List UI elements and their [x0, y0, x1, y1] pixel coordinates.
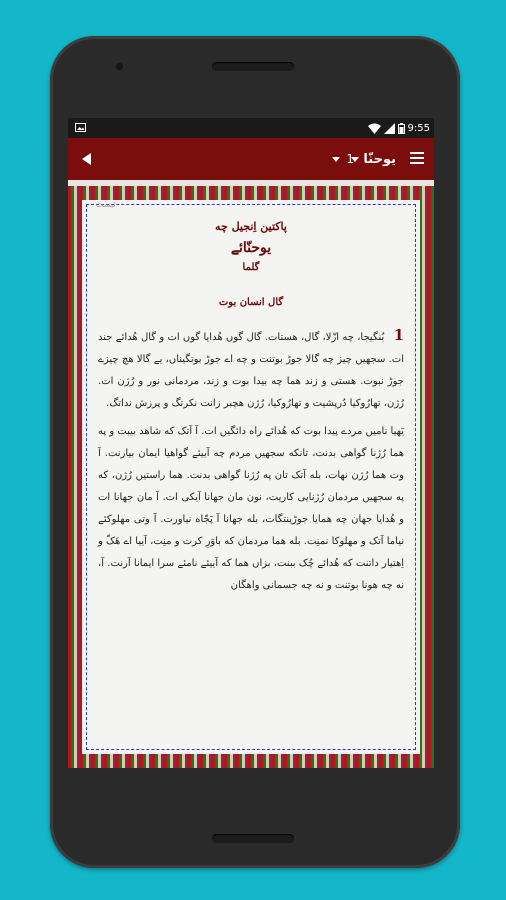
screen [68, 118, 434, 768]
chapter-dropdown-caret-icon [332, 157, 340, 162]
chapter-label: 1 [346, 152, 354, 166]
book-dropdown-caret-icon [351, 157, 359, 162]
decorative-border [68, 186, 434, 768]
book-subtitle: گلما [242, 262, 260, 273]
bottom-speaker [212, 834, 294, 843]
wifi-icon [368, 123, 381, 134]
paragraph-2 [98, 421, 404, 597]
battery-icon [398, 123, 405, 134]
paragraph-1 [98, 324, 404, 415]
watermark-text: ٹیسٹ [96, 200, 116, 209]
earpiece-speaker [212, 62, 294, 71]
status-bar [68, 118, 434, 138]
book-title: یوحنّائے [230, 240, 272, 256]
reading-page [68, 180, 434, 768]
signal-icon [384, 123, 395, 134]
app-bar [68, 138, 434, 180]
section-heading: گال انسان بوت [218, 297, 284, 308]
play-audio-icon[interactable] [82, 153, 91, 165]
gospel-heading: پاکتین اِنجیل چه [215, 220, 287, 233]
scripture-content [98, 214, 404, 603]
book-selector[interactable] [351, 148, 396, 170]
book-label: یوحنّا [363, 151, 396, 167]
chapter-number: 1 [393, 326, 405, 344]
paragraph-2-text: یَهیا نامیں مردے پیدا بوت که هُدائے راه دائگیں ات. آ آتک که شاهد بیبت و په هما رُژنا گواهی بدنت، تانکه سجهیں مردم چه آییئے گواهیا ایمان بیارنت. آ وت هما رُژن نهات، بله آتک تان په رُژنا گواهی بدنت. هما راستیں رُژن، که په سجهیں مردمان رُژنایی کاریت، نون مان جهانا آیکی ات. آ مان جهانا ات و هُدایا جهان چه همایا جوڑینتگات، بله جهانا آ پَجّاه نیاورت. آ وتی مهلوکئے نیاما آتک و مهلوکا نمنِت. بله هما مردمان که باوَرِ کرت و منِت، آییا اے هَکّ و اِهتیار داتنت که هُدائے چُک ببنت، بزاں هما که آییئے نامئے سرا ایمانا آرنت. آ، نه چه هونا بوتنت و نه چه جسمانی واهگان [98, 426, 404, 591]
text-panel[interactable] [82, 200, 420, 754]
front-camera [116, 63, 123, 70]
image-notification-icon [75, 122, 86, 133]
status-time: 9:55 [407, 122, 430, 134]
menu-icon[interactable] [410, 151, 424, 165]
paragraph-1-text: بُنگیجا، چه ازّلا، گال، هستات. گال گوں هُدایا گوں ات و گال هُدائے جند ات. سجهیں چیز چه گالا جوڑ بوتنت و چه اے جوڑ بوتگیناں، یے گالا هچ چیزے جوڑ نبوت. هستی و زند هما چه بیدا بوت و زند، مردمانی نور و رُژن ات. رُژن، تهارُوکیا دُرپشیت و تهارُوکیا، رُژن هچبر زانت نکرتگ و پرزش نداتگ. [98, 332, 404, 409]
